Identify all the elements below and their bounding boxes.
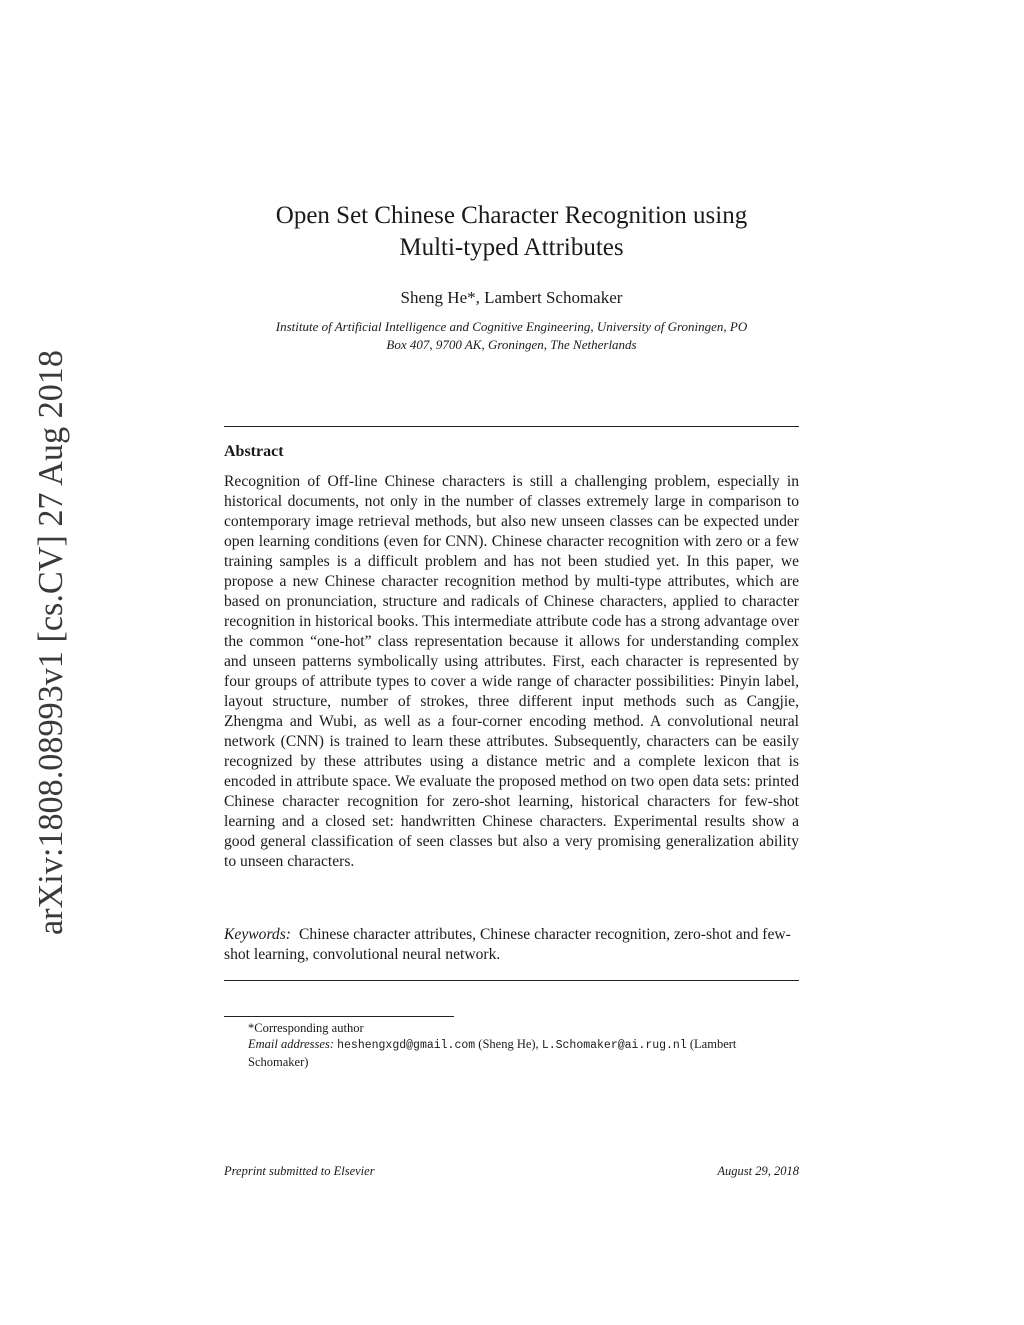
footnote-emails — [224, 1036, 799, 1070]
affiliation — [224, 318, 799, 354]
paper-title — [224, 200, 799, 264]
abstract-heading: Abstract — [224, 443, 284, 460]
keywords — [224, 925, 799, 965]
footnote-corresponding: *Corresponding author — [248, 1021, 364, 1035]
arxiv-stamp-text: arXiv:1808.08993v1 [cs.CV] 27 Aug 2018 — [32, 345, 70, 935]
abstract-top-rule — [224, 426, 799, 427]
keywords-text: Chinese character attributes, Chinese character recognition, zero-shot and few-shot learning, convolutional neural network. — [224, 926, 791, 963]
keywords-label: Keywords: — [224, 926, 291, 943]
footer-preprint: Preprint submitted to Elsevier — [224, 1164, 375, 1178]
arxiv-stamp — [20, 345, 76, 945]
abstract-bottom-rule — [224, 980, 799, 981]
email-owner-1: (Sheng He), — [478, 1037, 539, 1051]
title-line-1: Open Set Chinese Character Recognition using — [275, 202, 748, 229]
email-owner-2: (Lambert Schomaker) — [248, 1037, 737, 1069]
email-link-2[interactable]: L.Schomaker@ai.rug.nl — [541, 1039, 687, 1052]
abstract-body: Recognition of Off-line Chinese characters is still a challenging problem, especially in historical documents, not only in the number of classes extremely large in comparison to contemporary image retrieval methods, but also new unseen classes can be expected under open learning conditions (even for CNN). Chinese character recognition with zero or a few training samples is a difficult problem and has not been studied yet. In this paper, we propose a new Chinese character recognition method by multi-type attributes, which are based on pronunciation, structure and radicals of Chinese characters, applied to character recognition in historical books. This intermediate attribute code has a strong advantage over the common “one-hot” class representation because it allows for understanding complex and unseen patterns symbolically using attributes. First, each character is represented by four groups of attribute types to cover a wide range of character possibilities: Pinyin label, layout structure, number of strokes, three different input methods such as Cangjie, Zhengma and Wubi, as well as a four-corner encoding method. A convolutional neural network (CNN) is trained to learn these attributes. Subsequently, characters can be easily recognized by these attributes using a distance metric and a complete lexicon that is encoded in attribute space. We evaluate the proposed method on two open data sets: printed Chinese character recognition for zero-shot learning, historical characters for few-shot learning and a closed set: handwritten Chinese characters. Experimental results show a good general classification of seen classes but also a very promising generalization ability to unseen characters. — [224, 473, 799, 870]
email-link-1[interactable]: heshengxgd@gmail.com — [337, 1039, 476, 1052]
authors: Sheng He*, Lambert Schomaker — [400, 288, 623, 307]
footer-date: August 29, 2018 — [717, 1164, 799, 1178]
title-line-2: Multi-typed Attributes — [399, 234, 624, 261]
affiliation-line-2: Box 407, 9700 AK, Groningen, The Netherlands — [386, 337, 637, 352]
footnotes — [224, 1020, 799, 1070]
footnote-rule — [224, 1016, 454, 1017]
affiliation-line-1: Institute of Artificial Intelligence and Cognitive Engineering, University of Groningen, PO — [275, 319, 748, 334]
email-label: Email addresses: — [248, 1037, 334, 1051]
